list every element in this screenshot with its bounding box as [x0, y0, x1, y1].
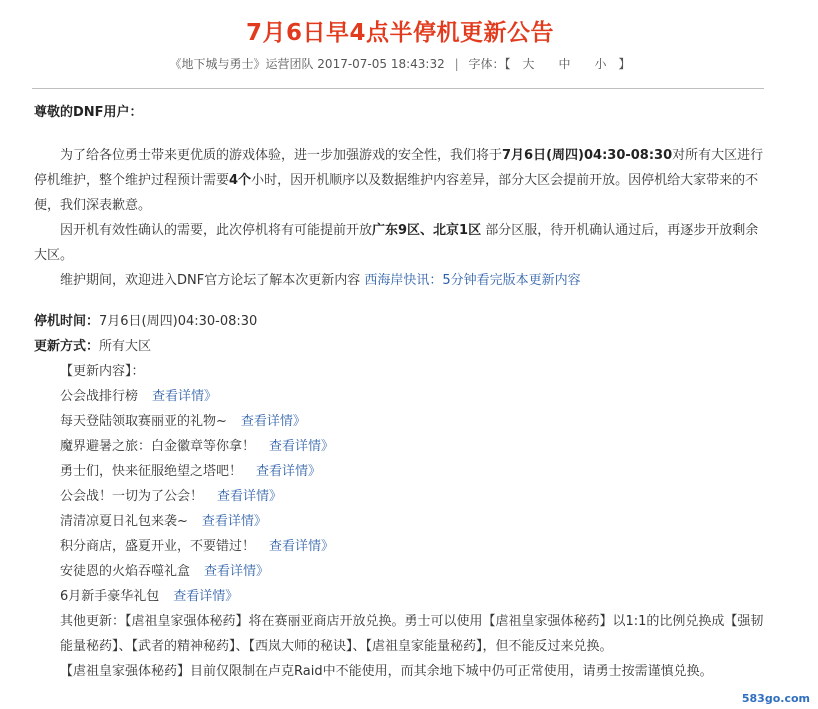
article-datetime: 2017-07-05 18:43:32	[317, 57, 445, 71]
article-source: 《地下城与勇士》运营团队	[169, 57, 314, 71]
meta-separator: |	[454, 57, 459, 71]
update-item-text: 每天登陆领取赛丽亚的礼物~	[60, 414, 227, 429]
view-details-link[interactable]: 查看详情》	[217, 489, 283, 504]
article-meta	[0, 55, 800, 72]
other-updates-note: 【虐祖皇家强体秘药】目前仅限制在卢克Raid中不能使用，而其余地下城中仍可正常使用，请勇士按需谨慎兑换。	[60, 664, 713, 679]
update-item-text: 积分商店，盛夏开业，不要错过！	[60, 539, 256, 554]
p2-text-a: 因开机有效性确认的需要，此次停机将有可能提前开放	[60, 223, 373, 238]
update-item	[34, 484, 764, 509]
update-item	[34, 559, 764, 584]
view-details-link[interactable]: 查看详情》	[269, 439, 335, 454]
p1-text-a: 为了给各位勇士带来更优质的游戏体验，进一步加强游戏的安全性，我们将于	[60, 148, 503, 163]
update-item-text: 安徒恩的火焰吞噬礼盒	[60, 564, 191, 579]
p1-text-c: 对所有大区进行停机维护，整个维护过程预计需要	[34, 148, 764, 188]
downtime-value: 7月6日(周四)04:30-08:30	[99, 314, 258, 329]
view-details-link[interactable]: 查看详情》	[173, 589, 239, 604]
update-item	[34, 384, 764, 409]
greeting: 尊敬的DNF用户：	[34, 105, 143, 120]
p1-text-e: 小时，因开机顺序以及数据维护内容差异，部分大区会提前开放。因停机给大家带来的不便，我们深表歉意。	[34, 173, 759, 213]
update-item	[34, 459, 764, 484]
update-item	[34, 584, 764, 609]
font-size-label: 字体：	[468, 57, 505, 71]
font-bracket-open: 【	[504, 57, 511, 71]
paragraph-maintenance	[34, 143, 764, 218]
font-bracket-close: 】	[618, 57, 631, 71]
view-details-link[interactable]: 查看详情》	[240, 414, 306, 429]
view-details-link[interactable]: 查看详情》	[201, 514, 267, 529]
update-item-text: 公会战！一切为了公会！	[60, 489, 204, 504]
p2-text-c: 部分区服，待开机确认通过后，再逐步开放剩余大区。	[34, 223, 759, 263]
update-item	[34, 509, 764, 534]
other-updates: 其他更新：【虐祖皇家强体秘药】将在赛丽亚商店开放兑换。勇士可以使用【虐祖皇家强体秘药】以1:1的比例兑换成【强韧能量秘药】、【武者的精神秘药】、【西岚大师的秘诀】、【虐祖皇家能量秘药】，但不能反过来兑换。	[60, 614, 764, 654]
downtime-label: 停机时间：	[34, 314, 100, 329]
paragraph-forum	[34, 268, 764, 293]
update-mode-value: 所有大区	[99, 339, 152, 354]
paragraph-early-open	[34, 218, 764, 268]
contents-heading: 【更新内容】：	[60, 364, 145, 379]
view-details-link[interactable]: 查看详情》	[256, 464, 322, 479]
update-item	[34, 534, 764, 559]
update-item-text: 清清凉夏日礼包来袭~	[60, 514, 188, 529]
p1-hours: 4个	[229, 173, 252, 188]
forum-news-link[interactable]: 西海岸快讯：5分钟看完版本更新内容	[364, 273, 581, 288]
font-size-small-button[interactable]: 小	[594, 57, 607, 71]
article-body	[34, 100, 764, 684]
site-watermark: 583go.com	[741, 692, 810, 705]
p1-time: 7月6日(周四)04:30-08:30	[502, 148, 673, 163]
page-title: 7月6日早4点半停机更新公告	[245, 20, 554, 46]
update-list	[34, 384, 764, 609]
update-item	[34, 434, 764, 459]
update-item-text: 魔界避暑之旅：白金徽章等你拿！	[60, 439, 256, 454]
view-details-link[interactable]: 查看详情》	[152, 389, 218, 404]
update-item	[34, 409, 764, 434]
update-mode-row	[34, 334, 764, 359]
title-divider	[32, 88, 764, 89]
view-details-link[interactable]: 查看详情》	[204, 564, 270, 579]
downtime-row	[34, 309, 764, 334]
p3-text: 维护期间，欢迎进入DNF官方论坛了解本次更新内容	[60, 273, 365, 288]
update-item-text: 公会战排行榜	[60, 389, 139, 404]
update-item-text: 6月新手豪华礼包	[60, 589, 160, 604]
font-size-medium-button[interactable]: 中	[558, 57, 571, 71]
update-item-text: 勇士们，快来征服绝望之塔吧！	[60, 464, 243, 479]
font-size-large-button[interactable]: 大	[522, 57, 535, 71]
update-mode-label: 更新方式：	[34, 339, 100, 354]
view-details-link[interactable]: 查看详情》	[269, 539, 335, 554]
p2-servers: 广东9区、北京1区	[372, 223, 482, 238]
